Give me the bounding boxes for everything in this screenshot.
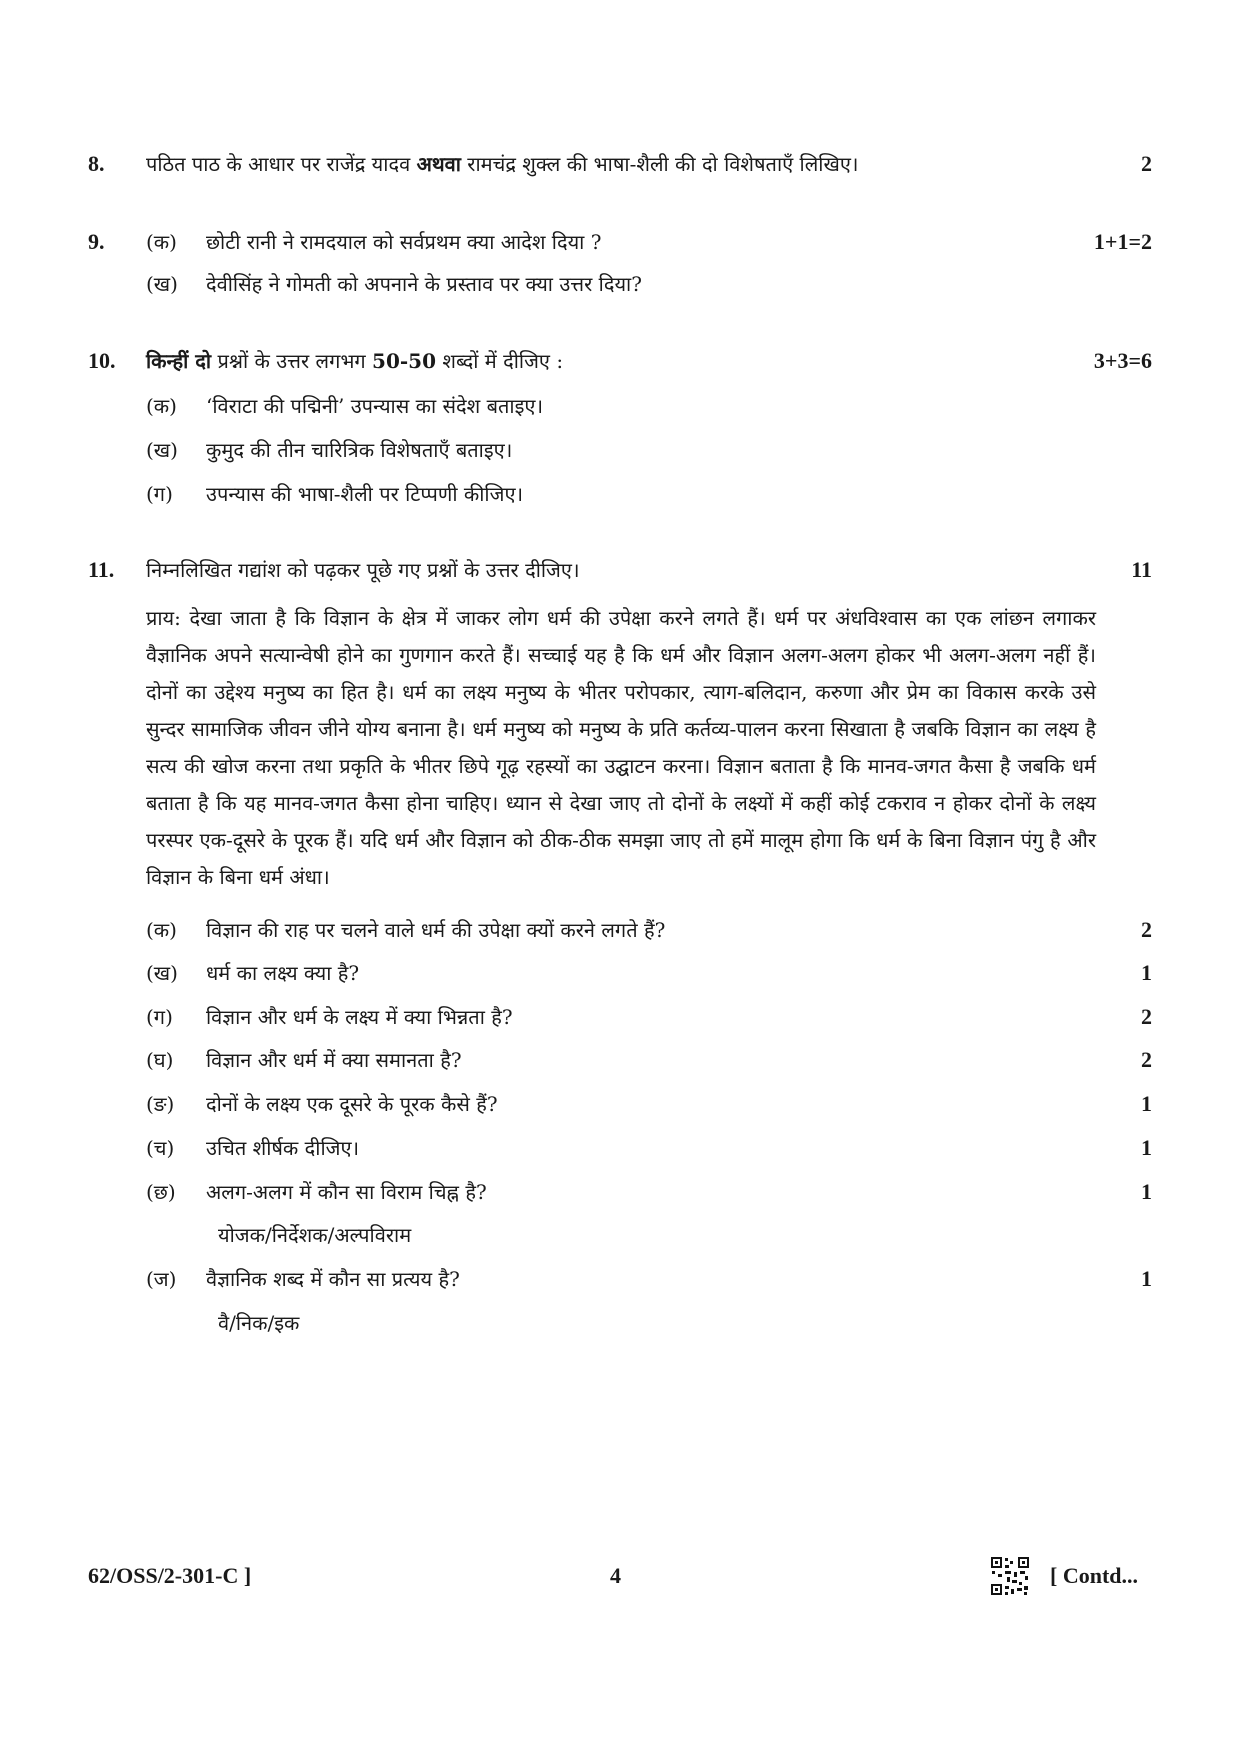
answer-options: वै/निक/इक: [218, 1311, 300, 1335]
sub-question-label: (छ): [146, 1180, 176, 1204]
sub-question-text: उपन्यास की भाषा-शैली पर टिप्पणी कीजिए।: [206, 482, 524, 506]
question-text: [146, 150, 1026, 178]
question-text-part: शब्दों में दीजिए :: [436, 349, 564, 373]
continued-label: [ Contd...: [1050, 1563, 1139, 1588]
sub-question-label: (क): [146, 918, 177, 942]
question-number: 9.: [88, 229, 105, 254]
marks: 11: [1131, 557, 1152, 582]
sub-question-text: विज्ञान की राह पर चलने वाले धर्म की उपेक्षा क्यों करने लगते हैं?: [206, 918, 666, 942]
question-number: 11.: [88, 557, 115, 582]
question-text: [146, 347, 1026, 375]
sub-question-label: (ग): [146, 482, 173, 506]
sub-question-text: कुमुद की तीन चारित्रिक विशेषताएँ बताइए।: [206, 438, 513, 462]
sub-question-text: अलग-अलग में कौन सा विराम चिह्न है?: [206, 1180, 487, 1204]
question-text-bold: किन्हीं दो: [146, 349, 212, 373]
sub-question-text: विज्ञान और धर्म में क्या समानता है?: [206, 1048, 462, 1072]
page-number: 4: [610, 1563, 621, 1588]
sub-question-text: विज्ञान और धर्म के लक्ष्य में क्या भिन्नता है?: [206, 1005, 513, 1029]
sub-question-text: देवीसिंह ने गोमती को अपनाने के प्रस्ताव पर क्या उत्तर दिया?: [206, 272, 642, 296]
marks: 1: [1141, 1266, 1152, 1291]
marks: 2: [1141, 1047, 1152, 1072]
marks: 1: [1141, 1091, 1152, 1116]
sub-question-text: छोटी रानी ने रामदयाल को सर्वप्रथम क्या आदेश दिया ?: [206, 230, 602, 254]
sub-question-text: दोनों के लक्ष्य एक दूसरे के पूरक कैसे हैं?: [206, 1092, 498, 1116]
sub-question-label: (ख): [146, 438, 178, 462]
sub-question-label: (क): [146, 394, 177, 418]
question-text-part: प्रश्नों के उत्तर लगभग: [211, 349, 373, 373]
sub-question-label: (क): [146, 230, 177, 254]
sub-question-label: (ङ): [146, 1092, 175, 1116]
qr-code-icon: [990, 1556, 1030, 1596]
passage: प्राय: देखा जाता है कि विज्ञान के क्षेत्र में जाकर लोग धर्म की उपेक्षा करने लगते हैं। धर्म पर अंधविश्वास का एक लांछन लगाकर वैज्ञानिक अपने सत्यान्वेषी होने का गुणगान करते हैं। सच्चाई यह है कि धर्म और विज्ञान अलग-अलग होकर भी अलग-अलग नहीं हैं। दोनों का उद्देश्य मनुष्य का हित है। धर्म का लक्ष्य मनुष्य के भीतर परोपकार, त्याग-बलिदान, करुणा और प्रेम का विकास करके उसे सुन्दर सामाजिक जीवन जीने योग्य बनाना है। धर्म मनुष्य को मनुष्य के प्रति कर्तव्य-पालन करना सिखाता है जबकि विज्ञान का लक्ष्य है सत्य की खोज करना तथा प्रकृति के भीतर छिपे गूढ़ रहस्यों का उद्घाटन करना। विज्ञान बताता है कि मानव-जगत कैसा है जबकि धर्म बताता है कि यह मानव-जगत कैसा होना चाहिए। ध्यान से देखा जाए तो दोनों के लक्ष्यों में कहीं कोई टकराव न होकर दोनों के लक्ष्य परस्पर एक-दूसरे के पूरक हैं। यदि धर्म और विज्ञान को ठीक-ठीक समझा जाए तो हमें मालूम होगा कि धर्म के बिना विज्ञान पंगु है और विज्ञान के बिना धर्म अंधा।: [146, 606, 1096, 889]
marks: 2: [1141, 1004, 1152, 1029]
marks: 3+3=6: [1093, 348, 1152, 373]
marks: 1: [1141, 960, 1152, 985]
marks: 1: [1141, 1135, 1152, 1160]
marks: 2: [1141, 917, 1152, 942]
answer-options: योजक/निर्देशक/अल्पविराम: [218, 1223, 412, 1247]
paper-code: 62/OSS/2-301-C ]: [88, 1563, 252, 1588]
question-text-bold: अथवा: [416, 152, 461, 176]
question-number: 8.: [88, 151, 105, 176]
marks: 2: [1141, 151, 1152, 176]
sub-question-label: (च): [146, 1136, 175, 1160]
question-text-bold: 50-50: [372, 349, 437, 373]
sub-question-label: (ख): [146, 961, 178, 985]
sub-question-text: उचित शीर्षक दीजिए।: [206, 1136, 360, 1160]
question-text: निम्नलिखित गद्यांश को पढ़कर पूछे गए प्रश्नों के उत्तर दीजिए।: [146, 558, 580, 582]
sub-question-label: (ग): [146, 1005, 173, 1029]
sub-question-text: धर्म का लक्ष्य क्या है?: [206, 961, 360, 985]
question-number: 10.: [88, 348, 116, 373]
marks: 1+1=2: [1093, 229, 1152, 254]
sub-question-label: (ख): [146, 272, 178, 296]
sub-question-text: वैज्ञानिक शब्द में कौन सा प्रत्यय है?: [206, 1267, 460, 1291]
question-text-part: रामचंद्र शुक्ल की भाषा-शैली की दो विशेषताएँ लिखिए।: [460, 152, 859, 176]
sub-question-label: (घ): [146, 1048, 174, 1072]
sub-question-label: (ज): [146, 1267, 177, 1291]
question-text-part: पठित पाठ के आधार पर राजेंद्र यादव: [146, 152, 417, 176]
sub-question-text: ‘विराटा की पद्मिनी’ उपन्यास का संदेश बताइए।: [206, 394, 544, 418]
marks: 1: [1141, 1179, 1152, 1204]
